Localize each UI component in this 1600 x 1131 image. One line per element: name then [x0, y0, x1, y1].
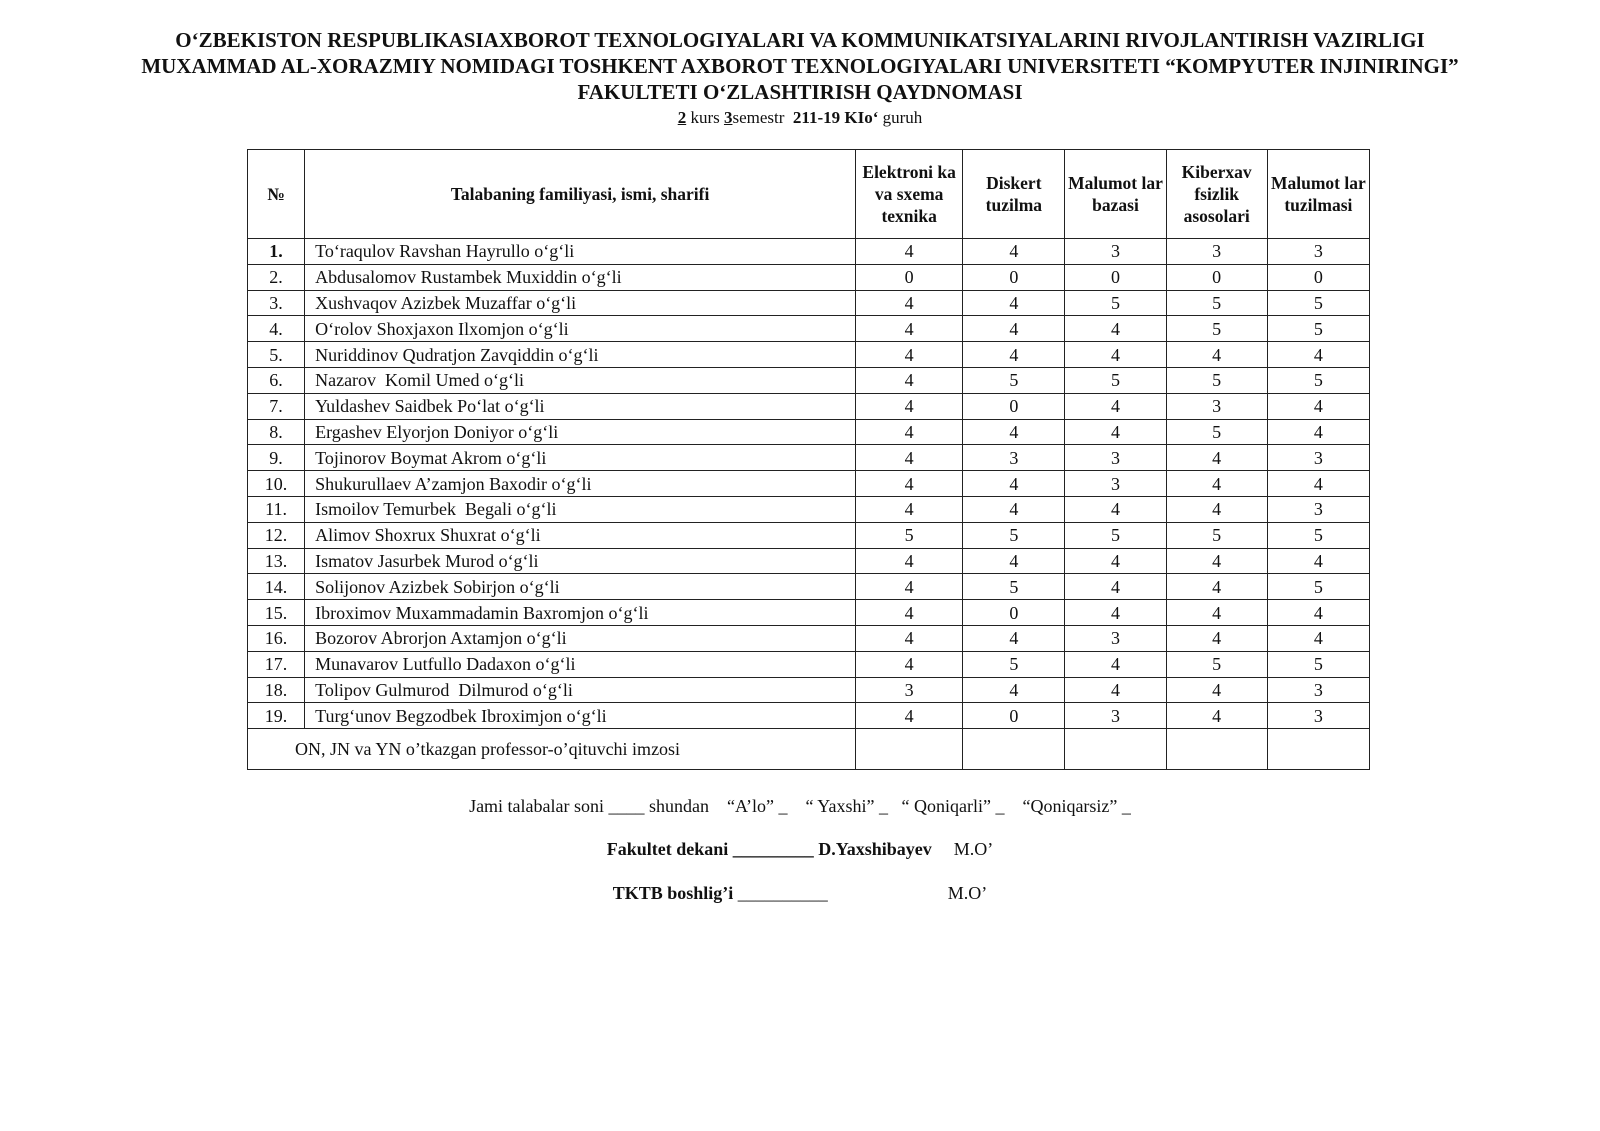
student-name: Tojinorov Boymat Akrom o‘g‘li — [305, 445, 856, 471]
grade-cell: 4 — [856, 496, 963, 522]
grade-cell: 4 — [1166, 496, 1267, 522]
grade-cell: 0 — [1166, 264, 1267, 290]
grade-cell: 4 — [1166, 548, 1267, 574]
row-number: 14. — [248, 574, 305, 600]
totals-line: Jami talabalar soni ____ shundan “A’lo” _ “ Yaxshi” _ “ Qoniqarli” _ “Qoniqarsiz” _ — [469, 796, 1131, 816]
table-row — [248, 677, 1370, 703]
grade-cell: 4 — [963, 239, 1065, 265]
grade-cell: 3 — [1267, 677, 1369, 703]
col-header-num: № — [248, 150, 305, 239]
table-row — [248, 651, 1370, 677]
signature-cell — [1065, 729, 1166, 770]
table-row — [248, 522, 1370, 548]
student-name: Ibroximov Muxammadamin Baxromjon o‘g‘li — [305, 600, 856, 626]
grade-cell: 5 — [1166, 316, 1267, 342]
grade-cell: 4 — [1065, 419, 1166, 445]
student-name: Nuriddinov Qudratjon Zavqiddin o‘g‘li — [305, 342, 856, 368]
grade-cell: 4 — [856, 419, 963, 445]
student-name: Xushvaqov Azizbek Muzaffar o‘g‘li — [305, 290, 856, 316]
grade-cell: 4 — [856, 239, 963, 265]
grade-cell: 5 — [1166, 651, 1267, 677]
grade-cell: 4 — [1267, 419, 1369, 445]
grade-cell: 0 — [963, 600, 1065, 626]
grade-cell: 4 — [963, 471, 1065, 497]
grade-cell: 4 — [1065, 574, 1166, 600]
grade-cell: 4 — [1065, 600, 1166, 626]
table-header-row — [248, 150, 1370, 239]
grade-cell: 5 — [963, 367, 1065, 393]
row-number: 19. — [248, 703, 305, 729]
grade-cell: 0 — [856, 264, 963, 290]
student-name: Tolipov Gulmurod Dilmurod o‘g‘li — [305, 677, 856, 703]
grade-cell: 4 — [856, 290, 963, 316]
grade-cell: 4 — [1065, 342, 1166, 368]
student-name: O‘rolov Shoxjaxon Ilxomjon o‘g‘li — [305, 316, 856, 342]
grade-cell: 4 — [1166, 574, 1267, 600]
student-name: Nazarov Komil Umed o‘g‘li — [305, 367, 856, 393]
row-number: 12. — [248, 522, 305, 548]
grade-cell: 4 — [963, 419, 1065, 445]
student-name: Shukurullaev A’zamjon Baxodir o‘g‘li — [305, 471, 856, 497]
student-name: Turg‘unov Begzodbek Ibroximjon o‘g‘li — [305, 703, 856, 729]
grade-cell: 4 — [1267, 600, 1369, 626]
course-label: kurs — [690, 108, 720, 127]
row-number: 5. — [248, 342, 305, 368]
grade-cell: 4 — [856, 574, 963, 600]
table-row — [248, 393, 1370, 419]
grade-cell: 4 — [856, 651, 963, 677]
student-name: Alimov Shoxrux Shuxrat o‘g‘li — [305, 522, 856, 548]
signature-cell — [856, 729, 963, 770]
tktb-signature-line — [0, 883, 1600, 904]
grade-cell: 4 — [856, 548, 963, 574]
table-row — [248, 471, 1370, 497]
grade-cell: 5 — [1267, 651, 1369, 677]
grade-cell: 3 — [1267, 703, 1369, 729]
table-row — [248, 703, 1370, 729]
grade-cell: 0 — [963, 703, 1065, 729]
grade-cell: 4 — [1166, 445, 1267, 471]
grade-cell: 4 — [856, 342, 963, 368]
col-header-subject: Malumot lar bazasi — [1065, 150, 1166, 239]
grade-cell: 3 — [1065, 703, 1166, 729]
document-header — [0, 27, 1600, 129]
dean-label: Fakultet dekani — [606, 839, 729, 859]
tktb-stamp-place: M.O’ — [947, 883, 988, 903]
grade-cell: 3 — [856, 677, 963, 703]
student-name: Abdusalomov Rustambek Muxiddin o‘g‘li — [305, 264, 856, 290]
row-number: 15. — [248, 600, 305, 626]
grade-cell: 3 — [1267, 445, 1369, 471]
grade-cell: 4 — [856, 600, 963, 626]
student-name: Ismatov Jasurbek Murod o‘g‘li — [305, 548, 856, 574]
grades-table — [247, 149, 1370, 770]
grade-cell: 4 — [856, 471, 963, 497]
tktb-blank: __________ — [737, 883, 828, 903]
row-number: 1. — [248, 239, 305, 265]
grade-cell: 5 — [1166, 419, 1267, 445]
grade-cell: 4 — [1065, 548, 1166, 574]
col-header-subject: Elektroni ka va sxema texnika — [856, 150, 963, 239]
grade-cell: 3 — [1065, 445, 1166, 471]
grade-cell: 4 — [1166, 703, 1267, 729]
row-number: 2. — [248, 264, 305, 290]
dean-blank: _________ — [732, 839, 814, 859]
table-row — [248, 316, 1370, 342]
table-row — [248, 367, 1370, 393]
grade-cell: 5 — [1267, 316, 1369, 342]
col-header-subject: Malumot lar tuzilmasi — [1267, 150, 1369, 239]
student-name: To‘raqulov Ravshan Hayrullo o‘g‘li — [305, 239, 856, 265]
grade-cell: 4 — [963, 290, 1065, 316]
university-title: MUXAMMAD AL-XORAZMIY NOMIDAGI TOSHKENT AXBOROT TEXNOLOGIYALARI UNIVERSITETI “KOMPYUTER INJINIRINGI” — [141, 54, 1459, 78]
group-label: guruh — [882, 108, 923, 127]
grade-cell: 4 — [1065, 677, 1166, 703]
student-name: Ergashev Elyorjon Doniyor o‘g‘li — [305, 419, 856, 445]
signature-cell — [963, 729, 1065, 770]
grade-cell: 0 — [1065, 264, 1166, 290]
row-number: 8. — [248, 419, 305, 445]
col-header-subject: Kiberxav fsizlik asosolari — [1166, 150, 1267, 239]
grade-cell: 4 — [963, 548, 1065, 574]
grade-cell: 4 — [963, 677, 1065, 703]
signature-cell — [1166, 729, 1267, 770]
grade-cell: 0 — [1267, 264, 1369, 290]
grade-cell: 4 — [1267, 625, 1369, 651]
grade-cell: 5 — [1267, 522, 1369, 548]
row-number: 4. — [248, 316, 305, 342]
ministry-title: O‘ZBEKISTON RESPUBLIKASIAXBOROT TEXNOLOGIYALARI VA KOMMUNIKATSIYALARINI RIVOJLANTIRISH VAZIRLIGI — [175, 28, 1425, 52]
student-name: Yuldashev Saidbek Po‘lat o‘g‘li — [305, 393, 856, 419]
group-info — [0, 107, 1600, 129]
row-number: 16. — [248, 625, 305, 651]
grade-cell: 3 — [963, 445, 1065, 471]
student-name: Ismoilov Temurbek Begali o‘g‘li — [305, 496, 856, 522]
grade-cell: 4 — [1267, 471, 1369, 497]
row-number: 9. — [248, 445, 305, 471]
dean-name: D.Yaxshibayev — [818, 839, 932, 859]
table-row — [248, 625, 1370, 651]
grade-cell: 5 — [1065, 522, 1166, 548]
grade-cell: 4 — [963, 625, 1065, 651]
dean-stamp-place: M.O’ — [953, 839, 994, 859]
table-row — [248, 239, 1370, 265]
student-name: Bozorov Abrorjon Axtamjon o‘g‘li — [305, 625, 856, 651]
grade-cell: 4 — [856, 316, 963, 342]
row-number: 11. — [248, 496, 305, 522]
grade-cell: 4 — [1065, 496, 1166, 522]
row-number: 6. — [248, 367, 305, 393]
grade-cell: 4 — [856, 367, 963, 393]
table-row — [248, 342, 1370, 368]
semester-number: 3 — [723, 108, 733, 127]
grade-cell: 4 — [856, 703, 963, 729]
grade-cell: 3 — [1267, 239, 1369, 265]
dean-signature-line — [0, 839, 1600, 860]
grade-cell: 4 — [1065, 316, 1166, 342]
grade-cell: 4 — [963, 316, 1065, 342]
table-row — [248, 290, 1370, 316]
grade-cell: 3 — [1065, 625, 1166, 651]
grade-cell: 4 — [856, 393, 963, 419]
grade-cell: 3 — [1267, 496, 1369, 522]
row-number: 13. — [248, 548, 305, 574]
col-header-subject: Diskert tuzilma — [963, 150, 1065, 239]
signature-cell — [1267, 729, 1369, 770]
student-name: Solijonov Azizbek Sobirjon o‘g‘li — [305, 574, 856, 600]
signature-row-label: ON, JN va YN o’tkazgan professor-o’qituvchi imzosi — [248, 729, 856, 770]
table-row — [248, 548, 1370, 574]
grade-cell: 4 — [1267, 342, 1369, 368]
tktb-label: TKTB boshlig’i — [612, 883, 734, 903]
grade-cell: 4 — [1267, 393, 1369, 419]
signature-row — [248, 729, 1370, 770]
course-number: 2 — [677, 108, 687, 127]
grade-cell: 4 — [1267, 548, 1369, 574]
grade-cell: 4 — [1065, 651, 1166, 677]
grade-cell: 0 — [963, 393, 1065, 419]
grade-cell: 4 — [1065, 393, 1166, 419]
grade-cell: 4 — [963, 496, 1065, 522]
grade-cell: 4 — [1166, 677, 1267, 703]
grade-cell: 5 — [1166, 522, 1267, 548]
table-row — [248, 574, 1370, 600]
table-row — [248, 496, 1370, 522]
table-row — [248, 600, 1370, 626]
grade-cell: 5 — [963, 522, 1065, 548]
grade-cell: 4 — [963, 342, 1065, 368]
grade-cell: 3 — [1065, 239, 1166, 265]
grade-cell: 4 — [856, 445, 963, 471]
grade-cell: 3 — [1166, 239, 1267, 265]
student-name: Munavarov Lutfullo Dadaxon o‘g‘li — [305, 651, 856, 677]
row-number: 7. — [248, 393, 305, 419]
group-code: 211-19 KIo‘ — [792, 108, 879, 127]
grade-cell: 5 — [1267, 574, 1369, 600]
grade-cell: 5 — [1166, 290, 1267, 316]
grade-cell: 5 — [963, 574, 1065, 600]
grade-cell: 4 — [1166, 471, 1267, 497]
grade-cell: 5 — [963, 651, 1065, 677]
grade-cell: 4 — [1166, 342, 1267, 368]
table-body — [248, 239, 1370, 729]
grade-cell: 5 — [1065, 367, 1166, 393]
document-title: FAKULTETI O‘ZLASHTIRISH QAYDNOMASI — [577, 80, 1023, 104]
col-header-name: Talabaning familiyasi, ismi, sharifi — [305, 150, 856, 239]
row-number: 18. — [248, 677, 305, 703]
grade-cell: 4 — [856, 625, 963, 651]
grade-cell: 4 — [1166, 625, 1267, 651]
semester-label: semestr — [732, 108, 785, 127]
grade-cell: 5 — [1267, 367, 1369, 393]
grade-cell: 4 — [1166, 600, 1267, 626]
row-number: 3. — [248, 290, 305, 316]
grade-cell: 0 — [963, 264, 1065, 290]
grade-cell: 5 — [1166, 367, 1267, 393]
grade-cell: 3 — [1166, 393, 1267, 419]
row-number: 10. — [248, 471, 305, 497]
table-row — [248, 419, 1370, 445]
grade-cell: 5 — [1065, 290, 1166, 316]
table-row — [248, 445, 1370, 471]
grade-cell: 5 — [1267, 290, 1369, 316]
grade-cell: 3 — [1065, 471, 1166, 497]
row-number: 17. — [248, 651, 305, 677]
grade-cell: 5 — [856, 522, 963, 548]
table-row — [248, 264, 1370, 290]
